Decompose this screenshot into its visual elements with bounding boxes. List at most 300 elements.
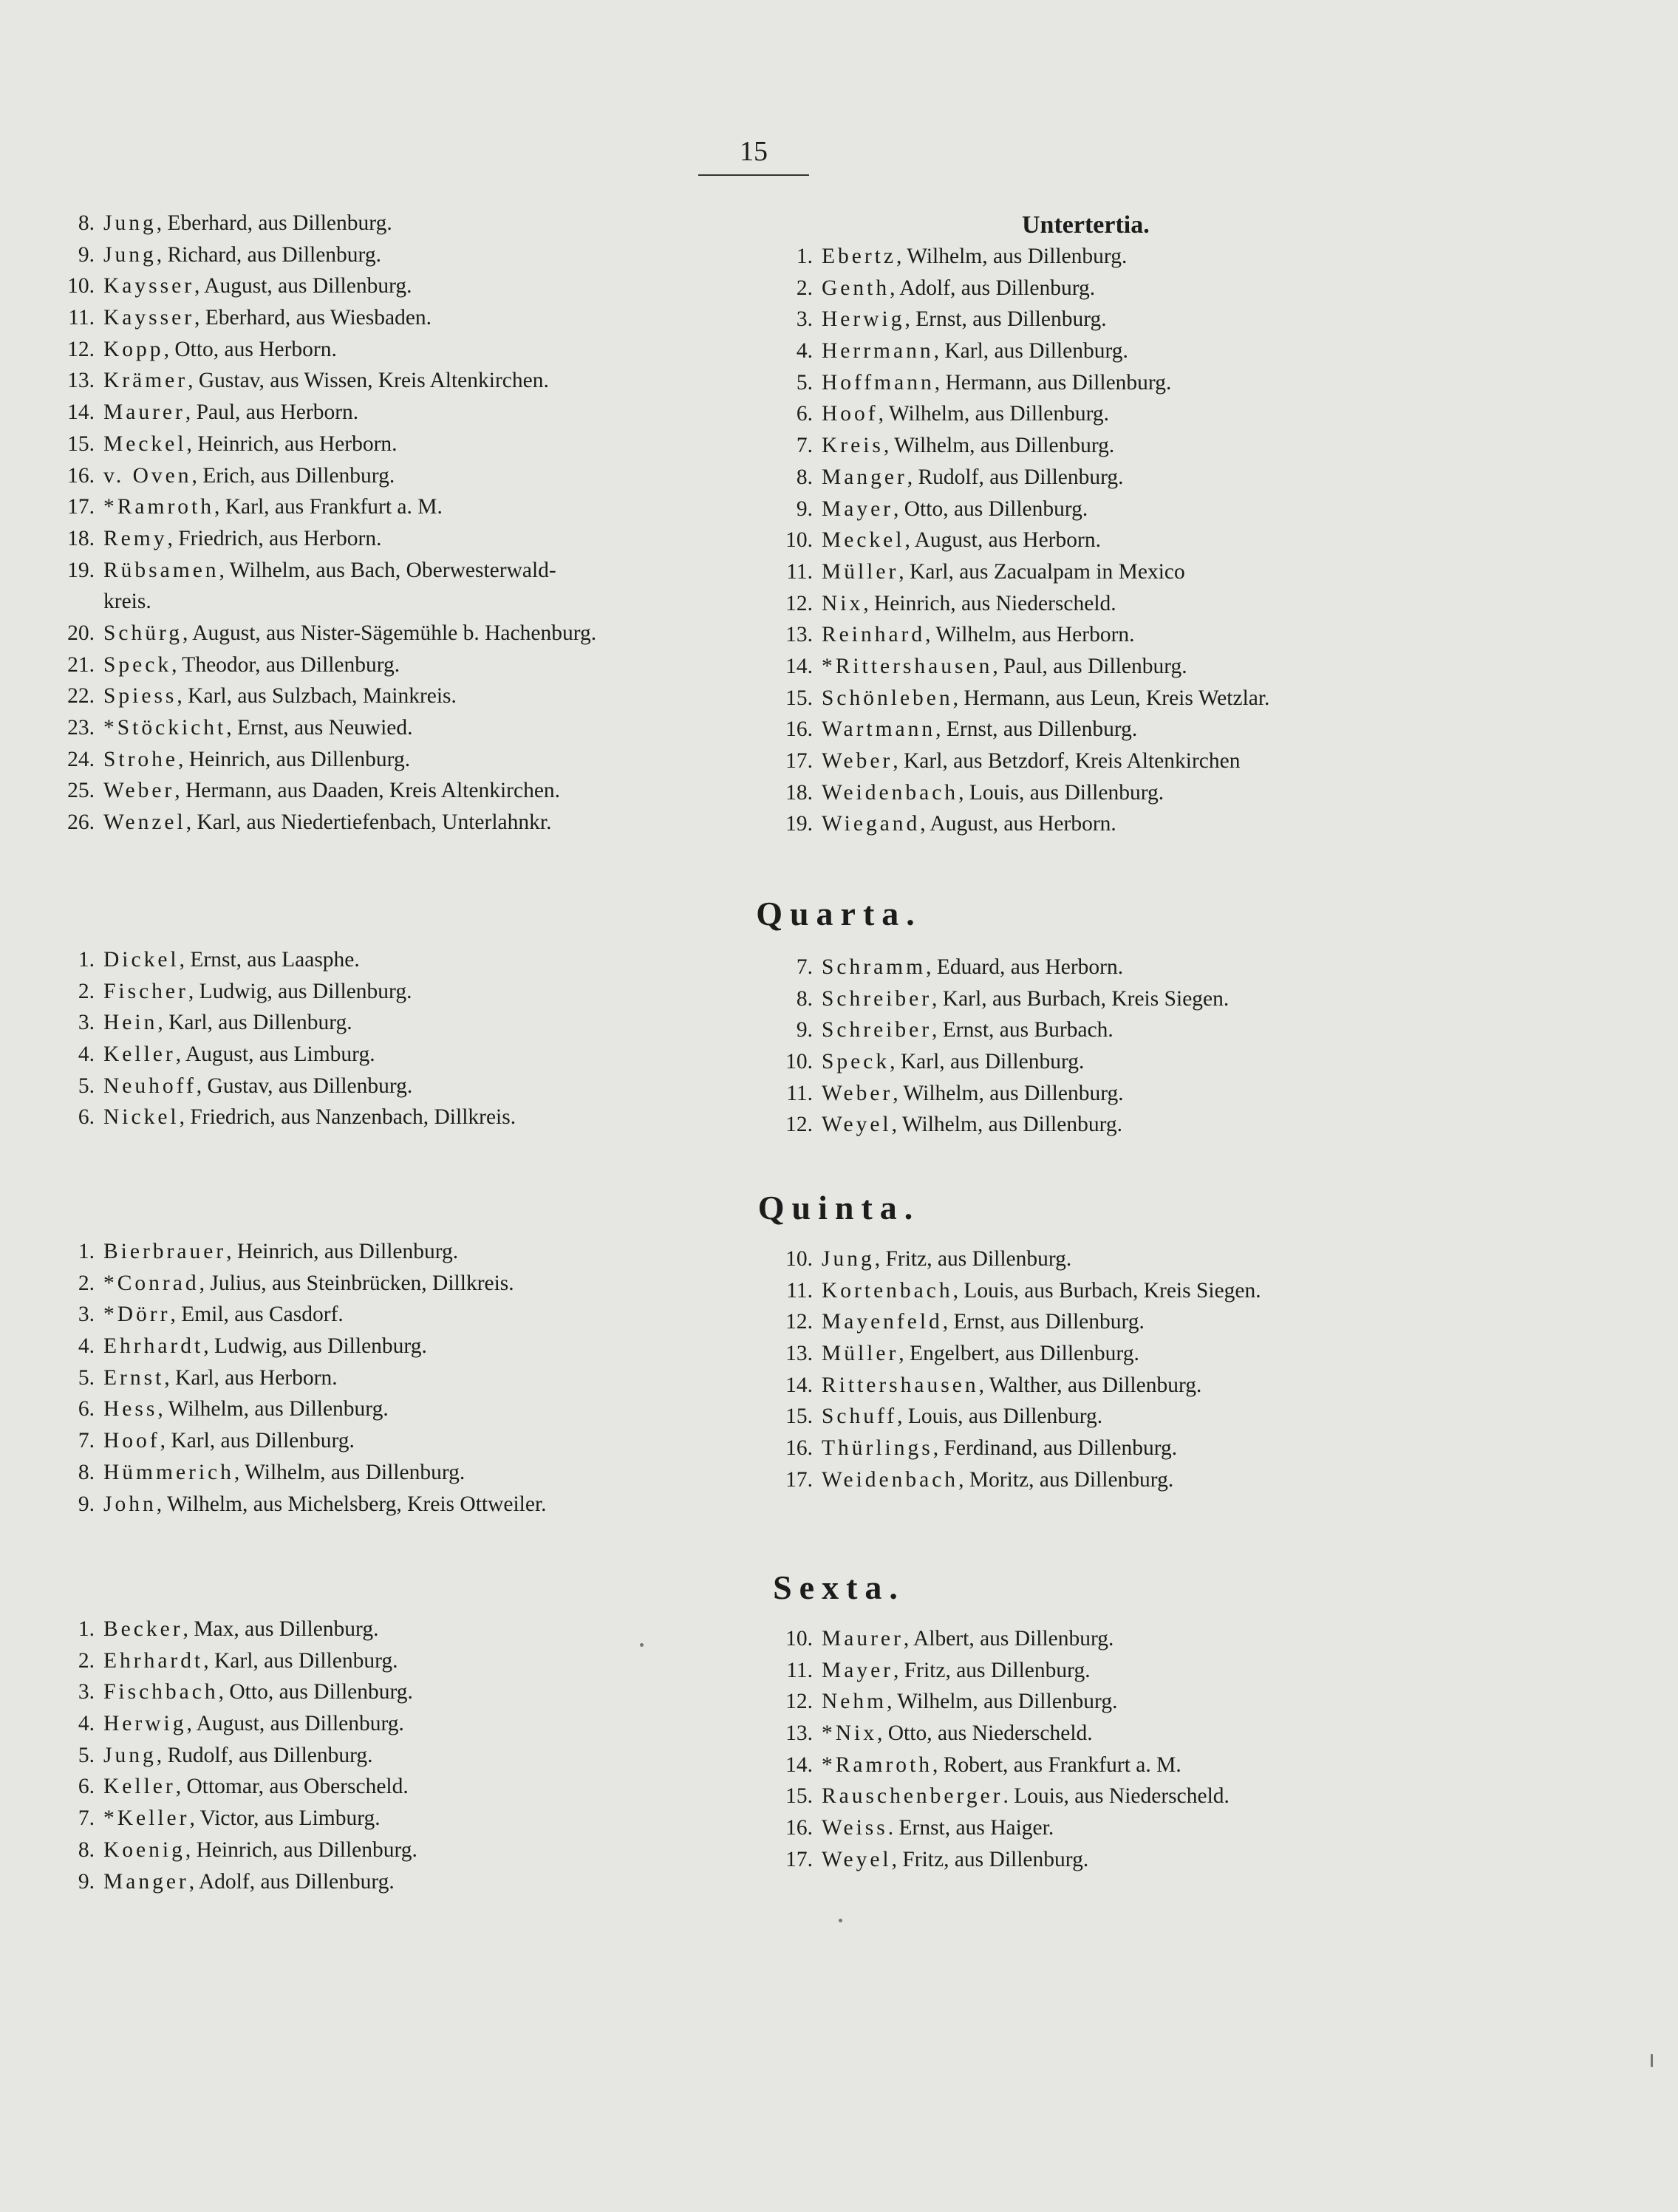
entry-details: , Eberhard, aus Wiesbaden. xyxy=(194,306,432,330)
item-entry xyxy=(103,1708,404,1740)
list-item xyxy=(47,976,757,1008)
surname: Wiegand xyxy=(822,812,921,836)
item-number: 17. xyxy=(785,1467,813,1492)
surname: Nickel xyxy=(103,1105,180,1130)
entry-details: , Karl, aus Zacualpam in Mexico xyxy=(898,559,1185,584)
list-item xyxy=(765,1109,1652,1141)
list-item xyxy=(765,1655,1652,1687)
surname: *Nix xyxy=(822,1721,877,1746)
surname: Becker xyxy=(103,1617,183,1641)
item-entry xyxy=(103,680,457,712)
list-item xyxy=(47,744,757,776)
list-item xyxy=(47,429,757,460)
entry-details: . Ernst, aus Haiger. xyxy=(887,1816,1054,1840)
surname: Fischbach xyxy=(103,1680,219,1704)
item-entry xyxy=(822,983,1229,1015)
list-item xyxy=(47,365,757,397)
entry-details: , Louis, aus Burbach, Kreis Siegen. xyxy=(952,1278,1261,1303)
list-item xyxy=(47,1299,757,1331)
quinta-list-right xyxy=(765,1243,1652,1496)
entry-details: , Rudolf, aus Dillenburg. xyxy=(156,1743,373,1767)
list-item xyxy=(765,714,1652,745)
list-item xyxy=(765,1623,1652,1655)
item-number: 3. xyxy=(796,307,813,332)
item-entry xyxy=(822,1433,1177,1464)
item-number: 13. xyxy=(67,369,95,393)
item-entry xyxy=(822,1623,1113,1655)
surname: Jung xyxy=(103,1743,157,1767)
item-entry xyxy=(103,618,596,649)
item-number: 18. xyxy=(67,526,95,550)
item-number: 2. xyxy=(78,1271,95,1295)
entry-details: , Wilhelm, aus Dillenburg. xyxy=(891,1113,1122,1137)
entry-details: , Fritz, aus Dillenburg. xyxy=(891,1847,1089,1871)
sexta-heading: Sexta. xyxy=(773,1568,905,1606)
list-item xyxy=(765,683,1652,714)
list-item xyxy=(765,335,1652,367)
item-number: 15. xyxy=(785,1784,813,1809)
sexta-list-left xyxy=(47,1614,757,1897)
item-number: 24. xyxy=(67,747,95,771)
untertertia-heading: Untertertia. xyxy=(1022,211,1150,239)
item-number: 13. xyxy=(785,1342,813,1366)
surname: Weidenbach xyxy=(822,780,959,805)
entry-details: , Adolf, aus Dillenburg. xyxy=(890,276,1096,300)
item-entry xyxy=(822,273,1095,304)
item-entry xyxy=(822,1338,1139,1370)
entry-details: , Wilhelm, aus Dillenburg. xyxy=(233,1460,465,1484)
surname: Schönleben xyxy=(822,686,953,710)
list-item xyxy=(765,588,1652,620)
surname: *Ramroth xyxy=(103,495,214,519)
item-entry xyxy=(103,1299,344,1331)
item-number: 16. xyxy=(785,1436,813,1461)
untertertia-list xyxy=(765,241,1652,840)
surname: Hein xyxy=(103,1011,158,1035)
list-item xyxy=(47,239,757,271)
entry-details: , Karl, aus Sulzbach, Mainkreis. xyxy=(177,684,457,709)
surname: Keller xyxy=(103,1042,176,1067)
surname: Schramm xyxy=(822,955,927,979)
surname: Dickel xyxy=(103,948,180,972)
surname: Herwig xyxy=(103,1712,187,1736)
surname: Maurer xyxy=(103,400,185,425)
item-entry xyxy=(822,808,1116,840)
entry-details: . Louis, aus Niederscheld. xyxy=(1003,1784,1229,1809)
list-item xyxy=(47,1393,757,1425)
list-item xyxy=(765,1433,1652,1464)
list-item xyxy=(47,1039,757,1071)
surname: Mayer xyxy=(822,496,893,521)
entry-details: , Wilhelm, aus Dillenburg. xyxy=(157,1397,389,1421)
item-entry xyxy=(103,460,395,492)
item-number: 10. xyxy=(785,528,813,553)
item-entry xyxy=(103,1740,373,1772)
item-entry xyxy=(103,302,432,334)
item-entry xyxy=(103,397,358,429)
surname: Rübsamen xyxy=(103,558,219,582)
surname: Keller xyxy=(103,1775,176,1799)
list-item xyxy=(47,649,757,681)
item-number: 14. xyxy=(785,1373,813,1397)
item-entry xyxy=(822,651,1187,683)
item-entry xyxy=(822,1046,1084,1078)
print-speck xyxy=(839,1919,842,1922)
item-entry xyxy=(822,462,1124,494)
surname: Spiess xyxy=(103,684,177,709)
list-item xyxy=(47,1457,757,1489)
list-item xyxy=(765,241,1652,273)
entry-details: , Otto, aus Dillenburg. xyxy=(893,496,1088,521)
item-number: 3. xyxy=(78,1680,95,1704)
entry-details: , Wilhelm, aus Dillenburg. xyxy=(883,434,1115,458)
item-entry xyxy=(822,1655,1091,1687)
item-entry xyxy=(103,1268,514,1300)
entry-details: , Karl, aus Frankfurt a. M. xyxy=(214,495,443,519)
item-number: 6. xyxy=(78,1397,95,1421)
item-number: 11. xyxy=(68,306,95,330)
entry-details: , Fritz, aus Dillenburg. xyxy=(893,1658,1091,1682)
item-entry xyxy=(822,1401,1102,1433)
list-item xyxy=(765,462,1652,494)
surname: Ebertz xyxy=(822,245,896,268)
surname: Weidenbach xyxy=(822,1467,959,1492)
item-number: 9. xyxy=(78,1869,95,1894)
entry-details: , Victor, aus Limburg. xyxy=(189,1806,381,1831)
entry-details: , Wilhelm, aus Dillenburg. xyxy=(896,245,1128,268)
list-item xyxy=(47,302,757,334)
surname: Ehrhardt xyxy=(103,1334,204,1359)
item-number: 2. xyxy=(78,979,95,1003)
item-entry xyxy=(822,1275,1261,1307)
entry-details: , Engelbert, aus Dillenburg. xyxy=(898,1342,1139,1366)
surname: *Ramroth xyxy=(822,1752,932,1777)
item-number: 2. xyxy=(796,276,813,300)
item-entry xyxy=(103,555,556,587)
item-number: 23. xyxy=(67,716,95,740)
item-entry xyxy=(103,775,560,807)
surname: Wenzel xyxy=(103,810,186,835)
list-item xyxy=(765,1046,1652,1078)
item-entry xyxy=(822,430,1114,462)
list-item xyxy=(765,1338,1652,1370)
print-speck xyxy=(1651,2054,1653,2067)
list-item xyxy=(47,397,757,429)
list-item xyxy=(47,555,757,587)
item-number: 12. xyxy=(785,1690,813,1714)
surname: Kaysser xyxy=(103,306,195,330)
surname: Weiss xyxy=(822,1816,888,1840)
item-number: 7. xyxy=(796,434,813,458)
item-number: 10. xyxy=(785,1247,813,1271)
entry-details: , Heinrich, aus Dillenburg. xyxy=(178,747,411,771)
entry-details: , Karl, aus Niedertiefenbach, Unterlahnkr. xyxy=(185,810,552,835)
entry-details: , Hermann, aus Dillenburg. xyxy=(934,370,1172,395)
item-number: 12. xyxy=(67,337,95,361)
surname: Jung xyxy=(822,1247,875,1271)
list-item xyxy=(47,944,757,976)
item-number: 5. xyxy=(78,1365,95,1390)
surname: Schürg xyxy=(103,621,183,645)
item-number: 12. xyxy=(785,591,813,615)
entry-details: , Ernst, aus Laasphe. xyxy=(179,948,360,972)
surname: Weber xyxy=(822,1081,893,1105)
list-item xyxy=(47,807,757,839)
page-number-rule xyxy=(698,174,809,176)
item-number: 8. xyxy=(796,986,813,1011)
surname: Bierbrauer xyxy=(103,1240,227,1263)
entry-details: , Louis, aus Dillenburg. xyxy=(958,780,1164,805)
entry-details: , Fritz, aus Dillenburg. xyxy=(874,1247,1072,1271)
item-number: 14. xyxy=(785,654,813,678)
item-number: 11. xyxy=(786,1658,813,1682)
item-number: 17. xyxy=(785,749,813,773)
list-item xyxy=(47,270,757,302)
list-item xyxy=(765,556,1652,588)
item-number: 9. xyxy=(796,496,813,521)
item-number: 4. xyxy=(78,1712,95,1736)
item-number: 21. xyxy=(67,652,95,677)
item-number: 9. xyxy=(78,1492,95,1516)
list-item xyxy=(47,1425,757,1457)
entry-details: , Erich, aus Dillenburg. xyxy=(191,463,395,488)
surname: Herwig xyxy=(822,307,905,332)
surname: Nix xyxy=(822,591,864,615)
surname: Hümmerich xyxy=(103,1460,234,1484)
surname: Rauschenberger xyxy=(822,1784,1003,1809)
surname: Krämer xyxy=(103,369,188,393)
list-item xyxy=(765,494,1652,525)
item-number: 13. xyxy=(785,1721,813,1746)
entry-details: , Friedrich, aus Nanzenbach, Dillkreis. xyxy=(179,1105,516,1130)
list-item xyxy=(47,618,757,649)
item-entry xyxy=(822,1750,1181,1781)
item-entry xyxy=(822,1370,1201,1402)
entry-details: , August, aus Dillenburg. xyxy=(194,274,412,298)
item-number: 17. xyxy=(785,1847,813,1871)
list-item xyxy=(765,1370,1652,1402)
surname: Meckel xyxy=(822,528,905,553)
item-entry xyxy=(103,1866,395,1898)
item-entry xyxy=(103,1645,398,1677)
list-item xyxy=(47,1268,757,1300)
list-item xyxy=(47,334,757,366)
item-number: 7. xyxy=(78,1429,95,1453)
surname: Müller xyxy=(822,559,899,584)
surname: Nehm xyxy=(822,1690,887,1714)
surname: *Keller xyxy=(103,1806,190,1831)
entry-details: , Adolf, aus Dillenburg. xyxy=(188,1869,395,1894)
list-item xyxy=(765,430,1652,462)
item-entry xyxy=(103,1331,427,1362)
item-entry xyxy=(822,1014,1113,1046)
list-item xyxy=(47,1489,757,1520)
sexta-list-right xyxy=(765,1623,1652,1876)
surname: Fischer xyxy=(103,979,188,1003)
item-number: 22. xyxy=(67,684,95,709)
item-entry xyxy=(822,398,1109,430)
list-item xyxy=(47,680,757,712)
item-entry xyxy=(103,365,549,397)
list-item xyxy=(47,1771,757,1803)
list-item xyxy=(47,1740,757,1772)
surname: Kopp xyxy=(103,337,164,361)
item-entry xyxy=(103,239,381,271)
item-entry xyxy=(103,334,337,366)
surname: Ehrhardt xyxy=(103,1648,204,1673)
entry-details: , Friedrich, aus Herborn. xyxy=(167,526,382,550)
continued-student-list xyxy=(47,208,757,839)
item-entry xyxy=(103,491,443,523)
list-item xyxy=(765,525,1652,556)
entry-details: , August, aus Herborn. xyxy=(904,528,1101,553)
item-number: 4. xyxy=(78,1334,95,1359)
item-number: 25. xyxy=(67,779,95,803)
surname: Weyel xyxy=(822,1847,892,1871)
print-speck xyxy=(640,1643,644,1647)
item-entry xyxy=(103,208,392,239)
item-number: 8. xyxy=(78,211,95,235)
list-item xyxy=(47,775,757,807)
item-number: 8. xyxy=(78,1837,95,1862)
entry-details: , Karl, aus Herborn. xyxy=(164,1365,338,1390)
list-item xyxy=(47,1866,757,1898)
item-entry xyxy=(103,523,381,555)
entry-details: , Wilhelm, aus Michelsberg, Kreis Ottweiler. xyxy=(156,1492,547,1516)
item-entry xyxy=(103,744,410,776)
item-entry xyxy=(103,1393,389,1425)
list-item xyxy=(47,460,757,492)
item-number: 7. xyxy=(796,955,813,979)
entry-details: , Richard, aus Dillenburg. xyxy=(156,242,381,267)
list-item xyxy=(47,1834,757,1866)
item-number: 8. xyxy=(78,1460,95,1484)
list-item xyxy=(765,398,1652,430)
entry-details: , Heinrich, aus Niederscheld. xyxy=(863,591,1116,615)
surname: Schreiber xyxy=(822,986,932,1011)
entry-details: , Wilhelm, aus Bach, Oberwesterwald- xyxy=(219,558,556,582)
surname: Rittershausen xyxy=(822,1373,979,1397)
list-item xyxy=(47,1007,757,1039)
entry-details: , Heinrich, aus Dillenburg. xyxy=(185,1837,417,1862)
entry-details: , Karl, aus Dillenburg. xyxy=(890,1050,1085,1074)
item-number: 12. xyxy=(785,1310,813,1334)
list-item xyxy=(47,1614,757,1645)
item-number: 18. xyxy=(785,780,813,805)
surname: Meckel xyxy=(103,431,187,456)
item-entry xyxy=(103,1771,409,1803)
entry-details: , Ernst, aus Dillenburg. xyxy=(942,1310,1145,1334)
entry-details: , Ernst, aus Neuwied. xyxy=(226,716,413,740)
item-entry xyxy=(822,1306,1145,1338)
item-entry xyxy=(103,1425,355,1457)
entry-details: , Hermann, aus Daaden, Kreis Altenkirchen. xyxy=(174,779,561,803)
surname: Hoof xyxy=(103,1429,160,1453)
item-number: 10. xyxy=(785,1627,813,1651)
list-item xyxy=(765,1718,1652,1750)
surname: Müller xyxy=(822,1342,899,1366)
item-number: 11. xyxy=(786,1278,813,1303)
surname: Remy xyxy=(103,526,168,550)
surname: Hoffmann xyxy=(822,370,935,395)
item-entry xyxy=(103,944,360,976)
list-item xyxy=(765,1306,1652,1338)
entry-details: , Paul, aus Dillenburg. xyxy=(992,654,1187,678)
quarta-list-right xyxy=(765,952,1652,1141)
list-item xyxy=(47,1645,757,1677)
entry-details: , August, aus Limburg. xyxy=(175,1042,375,1067)
item-entry xyxy=(822,714,1137,745)
item-number: 15. xyxy=(67,431,95,456)
entry-details: , Heinrich, aus Dillenburg. xyxy=(226,1240,459,1263)
entry-details: , Wilhelm, aus Dillenburg. xyxy=(893,1081,1124,1105)
item-entry xyxy=(103,1457,465,1489)
item-number: 6. xyxy=(796,402,813,426)
item-number: 14. xyxy=(785,1752,813,1777)
surname: Genth xyxy=(822,276,890,300)
entry-details: , Otto, aus Herborn. xyxy=(163,337,337,361)
surname: Maurer xyxy=(822,1627,904,1651)
entry-details: , August, aus Herborn. xyxy=(920,812,1116,836)
item-number: 16. xyxy=(67,463,95,488)
surname: Hess xyxy=(103,1397,158,1421)
item-number: 20. xyxy=(67,621,95,645)
list-item xyxy=(765,619,1652,651)
surname: Neuhoff xyxy=(103,1073,197,1098)
surname: *Rittershausen xyxy=(822,654,993,678)
entry-details: , Ludwig, aus Dillenburg. xyxy=(188,979,412,1003)
item-number: 3. xyxy=(78,1011,95,1035)
list-item xyxy=(47,1676,757,1708)
item-entry xyxy=(822,335,1128,367)
page-number: 15 xyxy=(740,136,768,167)
item-entry xyxy=(822,588,1116,620)
item-entry xyxy=(103,1614,378,1645)
item-number: 15. xyxy=(785,1404,813,1429)
item-number: 11. xyxy=(786,559,813,584)
item-number: 15. xyxy=(785,686,813,710)
list-item xyxy=(765,1014,1652,1046)
list-item xyxy=(765,808,1652,840)
surname: *Stöckicht xyxy=(103,716,227,740)
item-number: 1. xyxy=(78,1240,95,1263)
list-item xyxy=(765,1275,1652,1307)
item-entry xyxy=(103,649,400,681)
item-entry xyxy=(822,1718,1093,1750)
item-number: 5. xyxy=(78,1073,95,1098)
item-entry xyxy=(103,1039,375,1071)
list-item xyxy=(765,304,1652,335)
item-entry xyxy=(103,1676,413,1708)
surname: Ernst xyxy=(103,1365,165,1390)
item-number: 19. xyxy=(785,812,813,836)
item-entry xyxy=(822,1844,1088,1876)
item-entry xyxy=(103,976,412,1008)
surname: Wartmann xyxy=(822,717,936,742)
item-number: 12. xyxy=(785,1113,813,1137)
item-number: 17. xyxy=(67,495,95,519)
entry-details: , Robert, aus Frankfurt a. M. xyxy=(932,1752,1181,1777)
entry-details: , Louis, aus Dillenburg. xyxy=(897,1404,1103,1429)
entry-details: , Karl, aus Dillenburg. xyxy=(157,1011,352,1035)
item-entry xyxy=(822,367,1171,399)
quinta-list-left xyxy=(47,1236,757,1520)
item-entry xyxy=(103,1489,547,1520)
surname: Jung xyxy=(103,242,157,267)
surname: Weber xyxy=(822,749,893,773)
entry-details: , Ernst, aus Dillenburg. xyxy=(904,307,1107,332)
surname: v. Oven xyxy=(103,463,192,488)
